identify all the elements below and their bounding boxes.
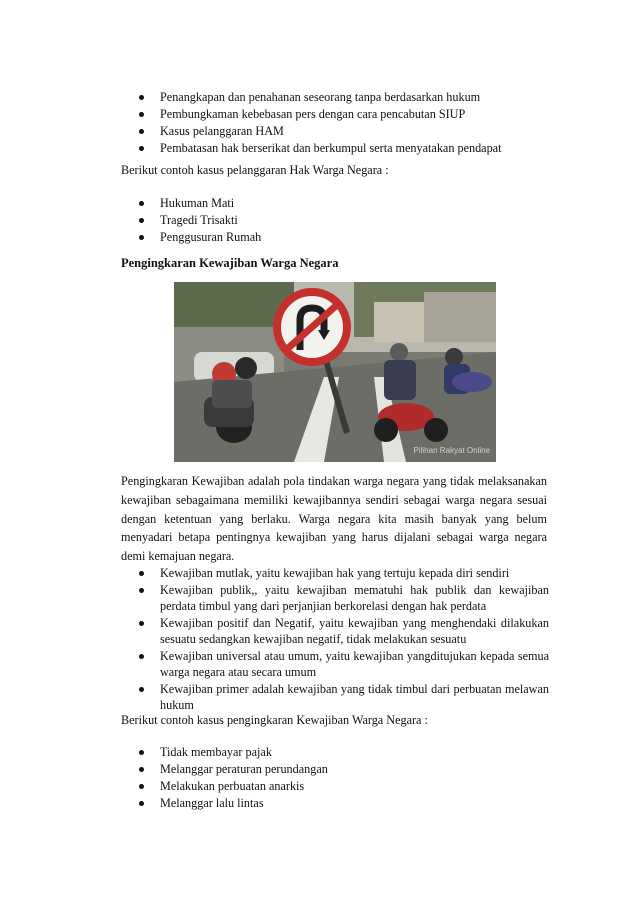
list-item: Kewajiban positif dan Negatif, yaitu kewajiban yang menghendaki dilakukan sesuatu sedangkan kewajiban negatif, tidak melakukan sesuatu — [139, 615, 549, 648]
list-item: Melakukan perbuatan anarkis — [139, 778, 328, 795]
list-item: Kewajiban mutlak, yaitu kewajiban hak yang tertuju kepada diri sendiri — [139, 565, 549, 582]
list-item: Hukuman Mati — [139, 195, 261, 212]
bullet-icon — [139, 112, 144, 117]
watermark-text: Pilihan Rakyat Online — [413, 446, 490, 455]
intro-text-rights: Berikut contoh kasus pelanggaran Hak Warga Negara : — [121, 163, 389, 177]
no-u-turn-sign-with-motorcycles — [174, 282, 496, 462]
list-item: Kewajiban primer adalah kewajiban yang tidak timbul dari perbuatan melawan hukum — [139, 681, 549, 714]
bullet-icon — [139, 146, 144, 151]
bullet-icon — [139, 588, 144, 593]
bullet-icon — [139, 784, 144, 789]
bullet-icon — [139, 95, 144, 100]
bullet-icon — [139, 801, 144, 806]
body-paragraph: Pengingkaran Kewajiban adalah pola tindakan warga negara yang tidak melaksanakan kewajiban sebagaimana memiliki kewajibannya sendiri sebagai warga negara sesuai dengan ketentuan yang berlaku. Warga negara kita masih banyak yang belum menyadari betapa pentingnya kewajiban yang harus dijalani sebagai warga negara demi kemajuan negara. — [121, 474, 547, 564]
violation-list — [139, 89, 501, 157]
list-item: Tidak membayar pajak — [139, 744, 328, 761]
list-item: Kewajiban publik,, yaitu kewajiban mematuhi hak publik dan kewajiban perdata timbul yang dari perjanjian berkorelasi dengan hak perdata — [139, 582, 549, 615]
bullet-icon — [139, 218, 144, 223]
list-item: Penangkapan dan penahanan seseorang tanpa berdasarkan hukum — [139, 89, 501, 106]
street-photo — [174, 282, 496, 462]
list-item: Melanggar peraturan perundangan — [139, 761, 328, 778]
bullet-icon — [139, 129, 144, 134]
section-heading: Pengingkaran Kewajiban Warga Negara — [121, 256, 339, 270]
list-item: Penggusuran Rumah — [139, 229, 261, 246]
bullet-icon — [139, 767, 144, 772]
list-item: Kasus pelanggaran HAM — [139, 123, 501, 140]
bullet-icon — [139, 235, 144, 240]
list-item: Tragedi Trisakti — [139, 212, 261, 229]
list-item: Pembatasan hak berserikat dan berkumpul serta menyatakan pendapat — [139, 140, 501, 157]
list-item: Pembungkaman kebebasan pers dengan cara pencabutan SIUP — [139, 106, 501, 123]
intro-text-obligations: Berikut contoh kasus pengingkaran Kewajiban Warga Negara : — [121, 713, 428, 727]
rights-violation-examples — [139, 195, 261, 246]
obligation-types-list — [139, 565, 549, 714]
bullet-icon — [139, 621, 144, 626]
bullet-icon — [139, 750, 144, 755]
bullet-icon — [139, 571, 144, 576]
bullet-icon — [139, 654, 144, 659]
list-item: Melanggar lalu lintas — [139, 795, 328, 812]
bullet-icon — [139, 687, 144, 692]
obligation-violation-examples — [139, 744, 328, 812]
bullet-icon — [139, 201, 144, 206]
list-item: Kewajiban universal atau umum, yaitu kewajiban yangditujukan kepada semua warga negara atau secara umum — [139, 648, 549, 681]
